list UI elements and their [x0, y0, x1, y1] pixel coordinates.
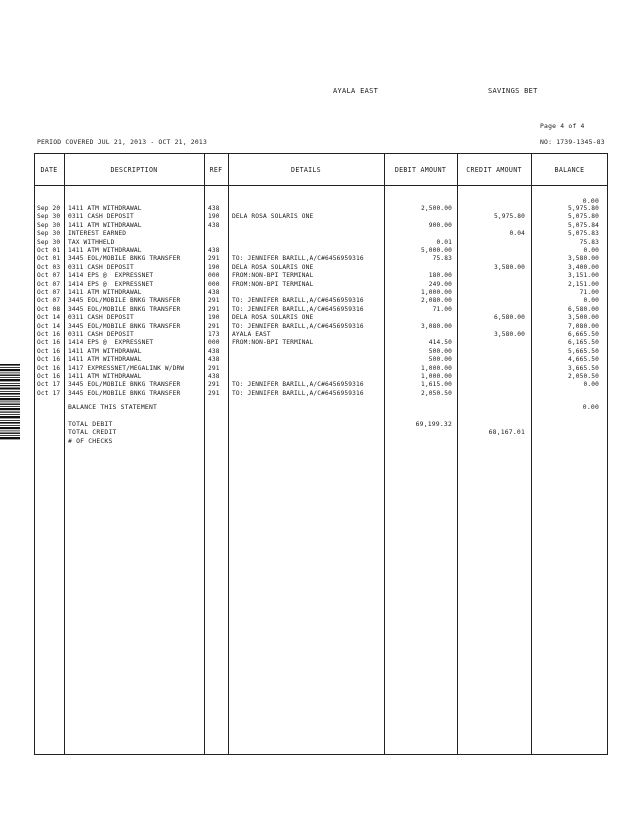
row-description: 0311 CASH DEPOSIT [68, 263, 134, 271]
row-description: 1414 EPS @ EXPRESSNET [68, 339, 154, 347]
transaction-row [0, 205, 638, 213]
row-balance: 6,580.00 [567, 305, 599, 313]
transaction-row [0, 255, 638, 263]
col-description: DESCRIPTION [110, 166, 158, 174]
row-description: 1411 ATM WITHDRAWAL [68, 205, 142, 212]
row-balance: 3,580.00 [567, 255, 599, 263]
row-debit: 2,080.00 [420, 297, 452, 305]
row-ref: 438 [208, 221, 220, 229]
col-balance: BALANCE [554, 166, 585, 174]
col-credit: CREDIT AMOUNT [466, 166, 522, 174]
row-debit: 75.83 [432, 255, 452, 263]
row-description: 1414 EPS @ EXPRESSNET [68, 280, 154, 288]
row-ref: 190 [208, 314, 220, 322]
row-date: Sep 20 [37, 205, 61, 212]
opening-balance: 0.00 [582, 197, 599, 205]
row-date: Oct 16 [37, 364, 61, 372]
row-balance: 75.83 [579, 238, 599, 246]
transaction-row [0, 365, 638, 373]
row-ref: 291 [208, 364, 220, 372]
row-date: Oct 01 [37, 255, 61, 263]
row-debit: 1,000.00 [420, 364, 452, 372]
row-balance: 3,400.00 [567, 263, 599, 271]
row-balance: 5,075.84 [567, 221, 599, 229]
row-date: Oct 08 [37, 305, 61, 313]
row-details: DELA ROSA SOLARIS ONE [232, 213, 314, 221]
row-ref: 438 [208, 373, 220, 380]
transaction-row [0, 306, 638, 314]
row-description: 3445 EOL/MOBILE BNKG TRANSFER [68, 389, 181, 397]
row-balance: 6,165.50 [567, 339, 599, 347]
row-date: Oct 01 [37, 247, 61, 254]
row-credit: 5,975.80 [493, 213, 525, 221]
transaction-row [0, 323, 638, 331]
balance-statement-value: 0.00 [582, 403, 599, 411]
row-credit: 0.04 [509, 230, 525, 238]
row-description: TAX WITHHELD [68, 238, 115, 246]
transaction-row [0, 213, 638, 221]
row-ref: 438 [208, 289, 220, 296]
row-ref: 291 [208, 305, 220, 313]
row-debit: 500.00 [428, 356, 452, 364]
row-description: 3445 EOL/MOBILE BNKG TRANSFER [68, 305, 181, 313]
row-date: Oct 17 [37, 389, 61, 397]
row-balance: 3,500.00 [567, 314, 599, 322]
row-description: 0311 CASH DEPOSIT [68, 314, 134, 322]
row-date: Oct 17 [37, 381, 61, 389]
total-credit-value: 68,167.01 [488, 428, 525, 436]
total-credit-label: TOTAL CREDIT [68, 428, 117, 436]
checks-label: # OF CHECKS [68, 437, 113, 445]
row-details: TO: JENNIFER BARILL,A/C#6456959316 [232, 305, 364, 313]
row-details: DELA ROSA SOLARIS ONE [232, 263, 314, 271]
row-balance: 5,075.80 [567, 213, 599, 221]
transaction-row [0, 331, 638, 339]
row-description: 0311 CASH DEPOSIT [68, 331, 134, 338]
row-description: 1411 ATM WITHDRAWAL [68, 289, 142, 296]
row-balance: 2,151.00 [567, 280, 599, 288]
transaction-row [0, 390, 638, 398]
balance-statement-label: BALANCE THIS STATEMENT [68, 403, 158, 411]
period-covered: PERIOD COVERED JUL 21, 2013 - OCT 21, 2013 [37, 138, 207, 146]
row-ref: 173 [208, 331, 220, 338]
transaction-row [0, 297, 638, 305]
row-balance: 71.00 [579, 289, 599, 296]
transaction-row [0, 239, 638, 247]
row-ref: 291 [208, 381, 220, 389]
transaction-row [0, 247, 638, 255]
row-details: TO: JENNIFER BARILL,A/C#6456959316 [232, 255, 364, 263]
row-details: AYALA EAST [232, 331, 271, 338]
row-date: Sep 30 [37, 230, 61, 238]
col-ref: REF [209, 166, 223, 174]
row-debit: 71.00 [432, 305, 452, 313]
row-details: TO: JENNIFER BARILL,A/C#6456959316 [232, 381, 364, 389]
transaction-row [0, 314, 638, 322]
row-debit: 180.00 [428, 272, 452, 280]
row-date: Sep 30 [37, 213, 61, 221]
row-debit: 414.50 [428, 339, 452, 347]
row-description: 1411 ATM WITHDRAWAL [68, 221, 142, 229]
row-date: Oct 16 [37, 356, 61, 364]
transaction-row [0, 289, 638, 297]
row-description: 1411 ATM WITHDRAWAL [68, 347, 142, 355]
row-ref: 438 [208, 356, 220, 364]
transaction-row [0, 339, 638, 347]
row-balance: 0.00 [583, 297, 599, 305]
row-balance: 0.00 [583, 381, 599, 389]
row-balance: 7,080.00 [567, 322, 599, 330]
branch-name: AYALA EAST [333, 87, 379, 95]
row-balance: 0.00 [583, 247, 599, 254]
row-description: 3445 EOL/MOBILE BNKG TRANSFER [68, 381, 181, 389]
row-ref: 438 [208, 347, 220, 355]
row-balance: 2,050.50 [567, 373, 599, 380]
row-details: DELA ROSA SOLARIS ONE [232, 314, 314, 322]
row-debit: 249.00 [428, 280, 452, 288]
row-date: Oct 07 [37, 297, 61, 305]
col-debit: DEBIT AMOUNT [394, 166, 447, 174]
row-description: 1417 EXPRESSNET/MEGALINK W/DRW [68, 364, 185, 372]
row-balance: 6,665.50 [567, 331, 599, 338]
header-divider [34, 185, 608, 186]
row-description: 3445 EOL/MOBILE BNKG TRANSFER [68, 322, 181, 330]
account-type: SAVINGS BET [488, 87, 538, 95]
row-debit: 900.00 [428, 221, 452, 229]
row-credit: 6,580.00 [493, 314, 525, 322]
col-details: DETAILS [291, 166, 321, 174]
row-description: 1414 EPS @ EXPRESSNET [68, 272, 154, 280]
row-date: Oct 14 [37, 314, 61, 322]
row-debit: 5,000.00 [420, 247, 452, 254]
transaction-row [0, 356, 638, 364]
row-date: Oct 07 [37, 289, 61, 296]
row-description: 1411 ATM WITHDRAWAL [68, 247, 142, 254]
row-balance: 4,665.50 [567, 356, 599, 364]
row-ref: 190 [208, 263, 220, 271]
row-debit: 1,000.00 [420, 289, 452, 296]
row-description: 1411 ATM WITHDRAWAL [68, 356, 142, 364]
row-balance: 5,075.83 [567, 230, 599, 238]
row-description: 3445 EOL/MOBILE BNKG TRANSFER [68, 255, 181, 263]
row-ref: 000 [208, 280, 220, 288]
transaction-row [0, 281, 638, 289]
row-balance: 5,975.80 [567, 205, 599, 212]
row-description: 1411 ATM WITHDRAWAL [68, 373, 142, 380]
row-date: Sep 30 [37, 221, 61, 229]
row-ref: 291 [208, 322, 220, 330]
row-date: Oct 07 [37, 272, 61, 280]
total-debit-value: 69,199.32 [415, 420, 452, 428]
row-debit: 1,000.00 [420, 373, 452, 380]
row-date: Oct 16 [37, 339, 61, 347]
row-details: TO: JENNIFER BARILL,A/C#6456959316 [232, 389, 364, 397]
row-description: 0311 CASH DEPOSIT [68, 213, 134, 221]
transaction-row [0, 272, 638, 280]
row-date: Oct 14 [37, 322, 61, 330]
account-number: NO: 1739-1345-83 [540, 138, 605, 146]
row-debit: 0.01 [436, 238, 452, 246]
row-ref: 000 [208, 339, 220, 347]
transaction-row [0, 264, 638, 272]
row-debit: 1,615.00 [420, 381, 452, 389]
row-details: TO: JENNIFER BARILL,A/C#6456959316 [232, 322, 364, 330]
row-balance: 3,665.50 [567, 364, 599, 372]
row-debit: 3,080.00 [420, 322, 452, 330]
row-ref: 291 [208, 255, 220, 263]
row-ref: 438 [208, 247, 220, 254]
row-details: FROM:NON-BPI TERMINAL [232, 272, 314, 280]
row-ref: 291 [208, 297, 220, 305]
row-debit: 2,050.50 [420, 389, 452, 397]
transaction-row [0, 373, 638, 381]
row-description: 3445 EOL/MOBILE BNKG TRANSFER [68, 297, 181, 305]
row-ref: 438 [208, 205, 220, 212]
row-details: FROM:NON-BPI TERMINAL [232, 339, 314, 347]
transaction-row [0, 222, 638, 230]
row-description: INTEREST EARNED [68, 230, 127, 238]
page-number: Page 4 of 4 [540, 122, 585, 130]
row-details: FROM:NON-BPI TERMINAL [232, 280, 314, 288]
col-date: DATE [40, 166, 58, 174]
row-debit: 500.00 [428, 347, 452, 355]
transaction-row [0, 348, 638, 356]
row-ref: 291 [208, 389, 220, 397]
row-date: Sep 30 [37, 238, 61, 246]
row-date: Oct 07 [37, 280, 61, 288]
row-date: Oct 03 [37, 263, 61, 271]
row-balance: 3,151.00 [567, 272, 599, 280]
row-details: TO: JENNIFER BARILL,A/C#6456959316 [232, 297, 364, 305]
row-date: Oct 16 [37, 373, 61, 380]
transaction-row [0, 230, 638, 238]
transaction-row [0, 381, 638, 389]
row-ref: 000 [208, 272, 220, 280]
row-date: Oct 16 [37, 331, 61, 338]
row-debit: 2,500.00 [420, 205, 452, 212]
row-credit: 3,580.00 [493, 331, 525, 338]
row-credit: 3,580.00 [493, 263, 525, 271]
total-debit-label: TOTAL DEBIT [68, 420, 113, 428]
row-ref: 190 [208, 213, 220, 221]
row-date: Oct 16 [37, 347, 61, 355]
row-balance: 5,665.50 [567, 347, 599, 355]
